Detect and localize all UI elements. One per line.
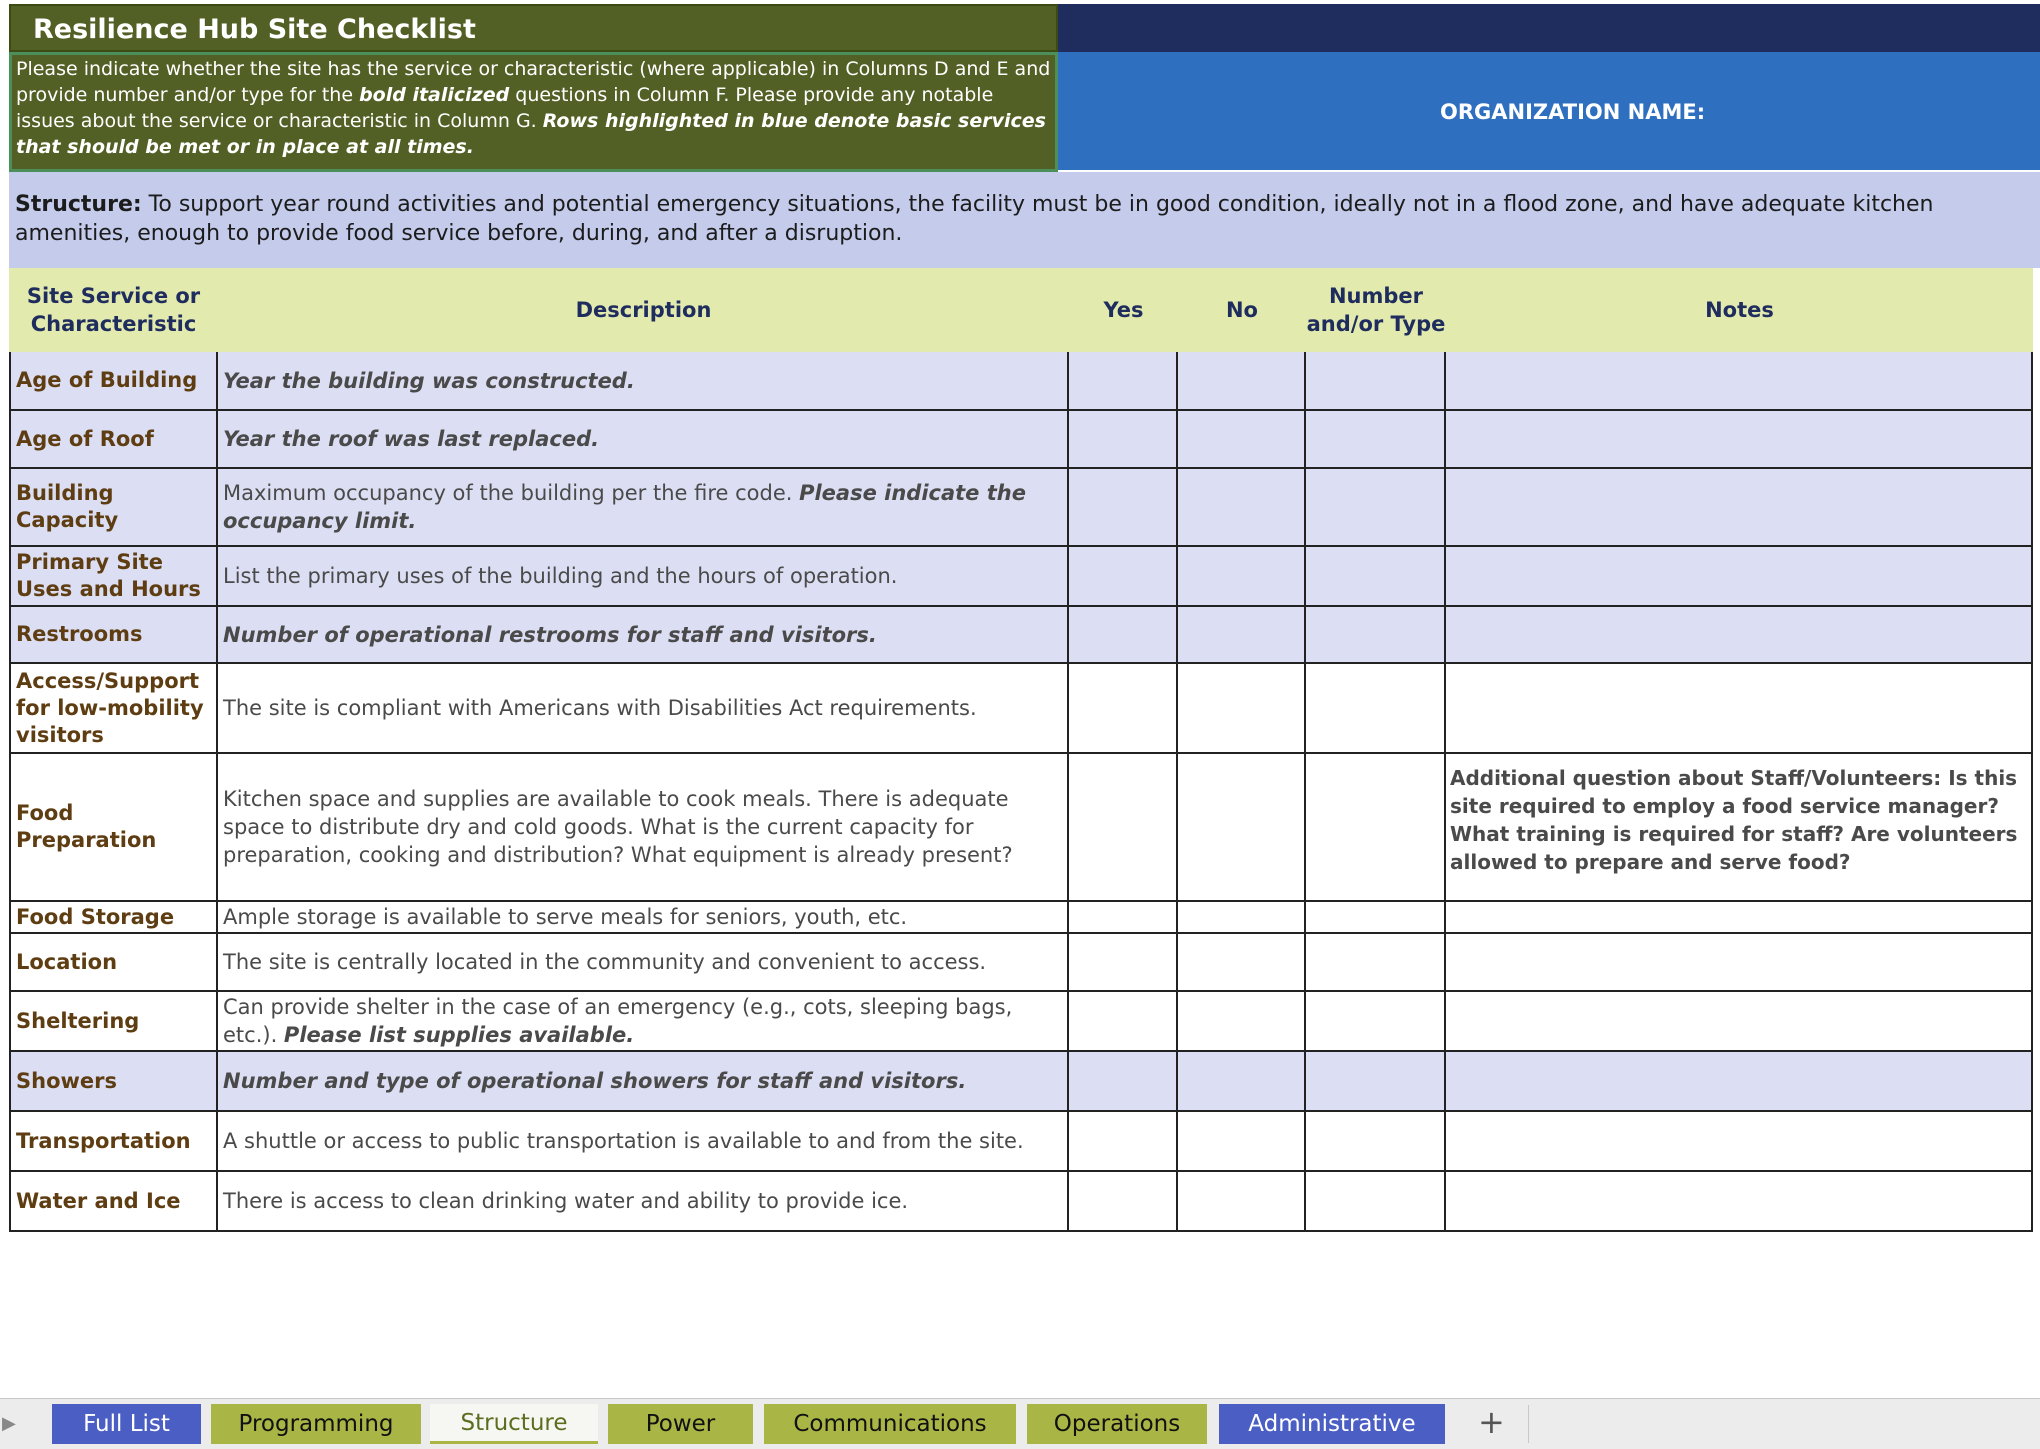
cell-notes[interactable] bbox=[1446, 411, 2033, 467]
table-row bbox=[9, 607, 2033, 664]
cell-description[interactable] bbox=[218, 352, 1069, 409]
cell-number-type[interactable] bbox=[1306, 1052, 1446, 1110]
cell-yes[interactable] bbox=[1069, 992, 1178, 1050]
cell-yes[interactable] bbox=[1069, 934, 1178, 990]
cell-yes[interactable] bbox=[1069, 754, 1178, 900]
description-text: Kitchen space and supplies are available to cook meals. There is adequate space to distribute dry and cold goods. What is the current capacity for preparation, cooking and distribution? What equipment is already present? bbox=[223, 787, 1013, 867]
cell-service[interactable] bbox=[9, 1172, 218, 1230]
service-label: Water and Ice bbox=[16, 1188, 181, 1213]
description-text: Maximum occupancy of the building per the fire code. bbox=[223, 481, 800, 505]
cell-notes[interactable] bbox=[1446, 1172, 2033, 1230]
description-text-wrap bbox=[223, 367, 635, 395]
cell-service[interactable] bbox=[9, 754, 218, 900]
table-header-row bbox=[9, 268, 2033, 354]
cell-number-type[interactable] bbox=[1306, 1112, 1446, 1170]
cell-service[interactable] bbox=[9, 547, 218, 605]
cell-no[interactable] bbox=[1178, 547, 1306, 605]
table-row bbox=[9, 352, 2033, 411]
structure-label: Structure: bbox=[15, 192, 142, 217]
title-band[interactable] bbox=[1058, 4, 2040, 52]
service-label: Age of Building bbox=[16, 368, 198, 392]
cell-notes[interactable] bbox=[1446, 992, 2033, 1050]
description-text: The site is compliant with Americans with Disabilities Act requirements. bbox=[223, 696, 977, 720]
cell-number-type[interactable] bbox=[1306, 664, 1446, 752]
cell-service[interactable] bbox=[9, 992, 218, 1050]
cell-description[interactable] bbox=[218, 754, 1069, 900]
cell-description[interactable] bbox=[218, 547, 1069, 605]
description-text: Number of operational restrooms for staff and visitors. bbox=[223, 622, 877, 647]
cell-no[interactable] bbox=[1178, 664, 1306, 752]
table-row bbox=[9, 547, 2033, 607]
service-label: Location bbox=[16, 949, 118, 974]
organization-name-label: ORGANIZATION NAME: bbox=[1440, 100, 1706, 124]
header-notes[interactable]: Notes bbox=[1705, 298, 1774, 322]
cell-yes[interactable] bbox=[1069, 411, 1178, 467]
cell-service[interactable] bbox=[9, 1052, 218, 1110]
cell-number-type[interactable] bbox=[1306, 1172, 1446, 1230]
description-text-wrap bbox=[223, 903, 907, 931]
description-text-wrap bbox=[223, 948, 986, 976]
cell-no[interactable] bbox=[1178, 607, 1306, 662]
description-text-wrap bbox=[223, 993, 1067, 1049]
description-text-wrap bbox=[223, 425, 599, 453]
table-row bbox=[9, 1052, 2033, 1112]
description-text-wrap bbox=[223, 1067, 966, 1095]
description-text-wrap bbox=[223, 694, 977, 722]
service-label: Food Storage bbox=[16, 904, 175, 929]
description-text-wrap bbox=[223, 785, 1067, 869]
cell-yes[interactable] bbox=[1069, 902, 1178, 932]
cell-no[interactable] bbox=[1178, 992, 1306, 1050]
cell-notes[interactable] bbox=[1446, 1052, 2033, 1110]
cell-no[interactable] bbox=[1178, 1112, 1306, 1170]
table-row bbox=[9, 992, 2033, 1052]
cell-service[interactable] bbox=[9, 664, 218, 752]
header-yes[interactable]: Yes bbox=[1103, 298, 1144, 322]
sheet-title[interactable]: Resilience Hub Site Checklist bbox=[9, 4, 1058, 52]
sheet-tab-bar bbox=[0, 1398, 2040, 1449]
cell-number-type[interactable] bbox=[1306, 469, 1446, 545]
cell-description[interactable] bbox=[218, 934, 1069, 990]
cell-notes[interactable] bbox=[1446, 902, 2033, 932]
instructions-cell[interactable] bbox=[9, 52, 1058, 172]
sheet-tab-operations[interactable] bbox=[1027, 1404, 1207, 1444]
instructions-text-1: Please indicate whether the site has the service or characteristic (where applicable) in Columns D and E and provide number and/or type for the bbox=[16, 58, 1051, 106]
header-no[interactable]: No bbox=[1225, 298, 1258, 322]
sheet-tab-label: Power bbox=[645, 1411, 716, 1437]
table-row bbox=[9, 1112, 2033, 1172]
cell-description[interactable] bbox=[218, 1052, 1069, 1110]
cell-service[interactable] bbox=[9, 902, 218, 932]
cell-number-type[interactable] bbox=[1306, 992, 1446, 1050]
sheet-tab-administrative[interactable] bbox=[1219, 1404, 1445, 1444]
service-label: Restrooms bbox=[16, 622, 143, 646]
description-text: Number and type of operational showers for staff and visitors. bbox=[223, 1069, 967, 1093]
add-sheet-button[interactable]: + bbox=[1478, 1403, 1505, 1441]
cell-number-type[interactable] bbox=[1306, 411, 1446, 467]
service-label: Age of Roof bbox=[16, 426, 154, 451]
cell-yes[interactable] bbox=[1069, 1172, 1178, 1230]
cell-service[interactable] bbox=[9, 352, 218, 409]
cell-number-type[interactable] bbox=[1306, 902, 1446, 932]
cell-yes[interactable] bbox=[1069, 1052, 1178, 1110]
tab-bar-divider bbox=[1528, 1405, 1529, 1443]
cell-yes[interactable] bbox=[1069, 664, 1178, 752]
cell-yes[interactable] bbox=[1069, 1112, 1178, 1170]
table-row bbox=[9, 934, 2033, 992]
cell-number-type[interactable] bbox=[1306, 934, 1446, 990]
cell-description[interactable] bbox=[218, 902, 1069, 932]
sheet-tab-label: Administrative bbox=[1248, 1411, 1416, 1437]
cell-no[interactable] bbox=[1178, 411, 1306, 467]
cell-notes[interactable] bbox=[1446, 934, 2033, 990]
cell-number-type[interactable] bbox=[1306, 547, 1446, 605]
cell-no[interactable] bbox=[1178, 352, 1306, 409]
description-text: Can provide shelter in the case of an emergency (e.g., cots, sleeping bags, etc.). bbox=[223, 995, 1013, 1047]
cell-notes[interactable] bbox=[1446, 607, 2033, 662]
cell-yes[interactable] bbox=[1069, 469, 1178, 545]
service-label: Primary Site Uses and Hours bbox=[16, 550, 201, 601]
sheet-tab-communications[interactable] bbox=[764, 1404, 1016, 1444]
description-text: List the primary uses of the building and the hours of operation. bbox=[223, 564, 898, 588]
cell-description[interactable] bbox=[218, 664, 1069, 752]
cell-notes[interactable] bbox=[1446, 664, 2033, 752]
description-emphasis: Please indicate the occupancy limit. bbox=[223, 481, 1026, 533]
cell-no[interactable] bbox=[1178, 754, 1306, 900]
instructions-emphasis-1: bold italicized bbox=[359, 84, 510, 106]
scroll-tabs-left-icon[interactable]: ▶ bbox=[2, 1413, 16, 1434]
cell-notes[interactable] bbox=[1446, 754, 2033, 900]
cell-description[interactable] bbox=[218, 411, 1069, 467]
description-text-wrap bbox=[223, 479, 1067, 535]
cell-number-type[interactable] bbox=[1306, 754, 1446, 900]
cell-yes[interactable] bbox=[1069, 352, 1178, 409]
cell-description[interactable] bbox=[218, 992, 1069, 1050]
cell-service[interactable] bbox=[9, 411, 218, 467]
sheet-tab-label: Programming bbox=[238, 1411, 394, 1437]
table-row bbox=[9, 664, 2033, 754]
cell-no[interactable] bbox=[1178, 934, 1306, 990]
description-text: A shuttle or access to public transportation is available to and from the site. bbox=[223, 1129, 1024, 1153]
table-row bbox=[9, 411, 2033, 469]
service-label: Sheltering bbox=[16, 1008, 140, 1033]
cell-service[interactable] bbox=[9, 469, 218, 545]
description-text-wrap bbox=[223, 1187, 908, 1215]
table-row bbox=[9, 1172, 2033, 1232]
service-label: Building Capacity bbox=[16, 481, 119, 532]
description-text: The site is centrally located in the community and convenient to access. bbox=[223, 950, 987, 974]
cell-notes[interactable] bbox=[1446, 469, 2033, 545]
cell-no[interactable] bbox=[1178, 1172, 1306, 1230]
description-text: Year the building was constructed. bbox=[223, 368, 635, 393]
cell-no[interactable] bbox=[1178, 902, 1306, 932]
sheet-tab-label: Communications bbox=[793, 1411, 987, 1437]
cell-yes[interactable] bbox=[1069, 607, 1178, 662]
cell-description[interactable] bbox=[218, 1172, 1069, 1230]
cell-service[interactable] bbox=[9, 607, 218, 662]
header-description[interactable]: Description bbox=[575, 298, 712, 322]
service-label: Food Preparation bbox=[16, 801, 157, 852]
sheet-tab-power[interactable] bbox=[608, 1404, 753, 1444]
cell-description[interactable] bbox=[218, 469, 1069, 545]
cell-notes[interactable] bbox=[1446, 1112, 2033, 1170]
header-service[interactable]: Site Service or Characteristic bbox=[26, 284, 201, 336]
cell-number-type[interactable] bbox=[1306, 352, 1446, 409]
service-label: Access/Support for low-mobility visitors bbox=[16, 668, 204, 747]
instructions-emphasis-2: Rows highlighted in blue denote basic services that should be met or in place at all times. bbox=[16, 110, 1046, 158]
sheet-tab-full-list[interactable] bbox=[52, 1404, 201, 1444]
organization-name-cell[interactable] bbox=[1058, 52, 2040, 170]
structure-text: To support year round activities and potential emergency situations, the facility must be in good condition, ideally not in a flood zone, and have adequate kitchen amenities, enough to provide food service before, during, and after a disruption. bbox=[15, 192, 1934, 246]
cell-yes[interactable] bbox=[1069, 547, 1178, 605]
sheet-tab-programming[interactable] bbox=[211, 1404, 421, 1444]
table-row bbox=[9, 469, 2033, 547]
description-text: Ample storage is available to serve meals for seniors, youth, etc. bbox=[223, 905, 908, 929]
description-text-wrap bbox=[223, 1127, 1024, 1155]
service-label: Transportation bbox=[16, 1128, 191, 1153]
cell-service[interactable] bbox=[9, 1112, 218, 1170]
cell-description[interactable] bbox=[218, 1112, 1069, 1170]
cell-service[interactable] bbox=[9, 934, 218, 990]
sheet-tab-label: Structure bbox=[460, 1409, 568, 1436]
notes-text: Additional question about Staff/Volunteers: Is this site required to employ a food service manager? What training is required for staff? Are volunteers allowed to prepare and serve food? bbox=[1450, 766, 2018, 874]
cell-notes[interactable] bbox=[1446, 547, 2033, 605]
cell-no[interactable] bbox=[1178, 469, 1306, 545]
sheet-tab-label: Operations bbox=[1053, 1411, 1181, 1437]
instructions-text-2: questions in Column F. Please provide any notable issues about the service or characteristic in Column G. bbox=[16, 84, 994, 132]
description-text-wrap bbox=[223, 621, 877, 649]
header-number-type[interactable]: Number and/or Type bbox=[1306, 284, 1446, 336]
description-text: Year the roof was last replaced. bbox=[223, 427, 600, 451]
table-row bbox=[9, 754, 2033, 902]
description-emphasis: Please list supplies available. bbox=[283, 1023, 635, 1047]
cell-description[interactable] bbox=[218, 607, 1069, 662]
sheet-tab-structure[interactable] bbox=[430, 1404, 598, 1444]
service-label: Showers bbox=[16, 1068, 118, 1093]
sheet-tab-label: Full List bbox=[83, 1411, 170, 1437]
description-text: There is access to clean drinking water and ability to provide ice. bbox=[223, 1189, 909, 1213]
cell-number-type[interactable] bbox=[1306, 607, 1446, 662]
cell-no[interactable] bbox=[1178, 1052, 1306, 1110]
cell-notes[interactable] bbox=[1446, 352, 2033, 409]
description-text-wrap bbox=[223, 562, 897, 590]
structure-description-cell[interactable] bbox=[9, 172, 2040, 268]
table-row bbox=[9, 902, 2033, 934]
